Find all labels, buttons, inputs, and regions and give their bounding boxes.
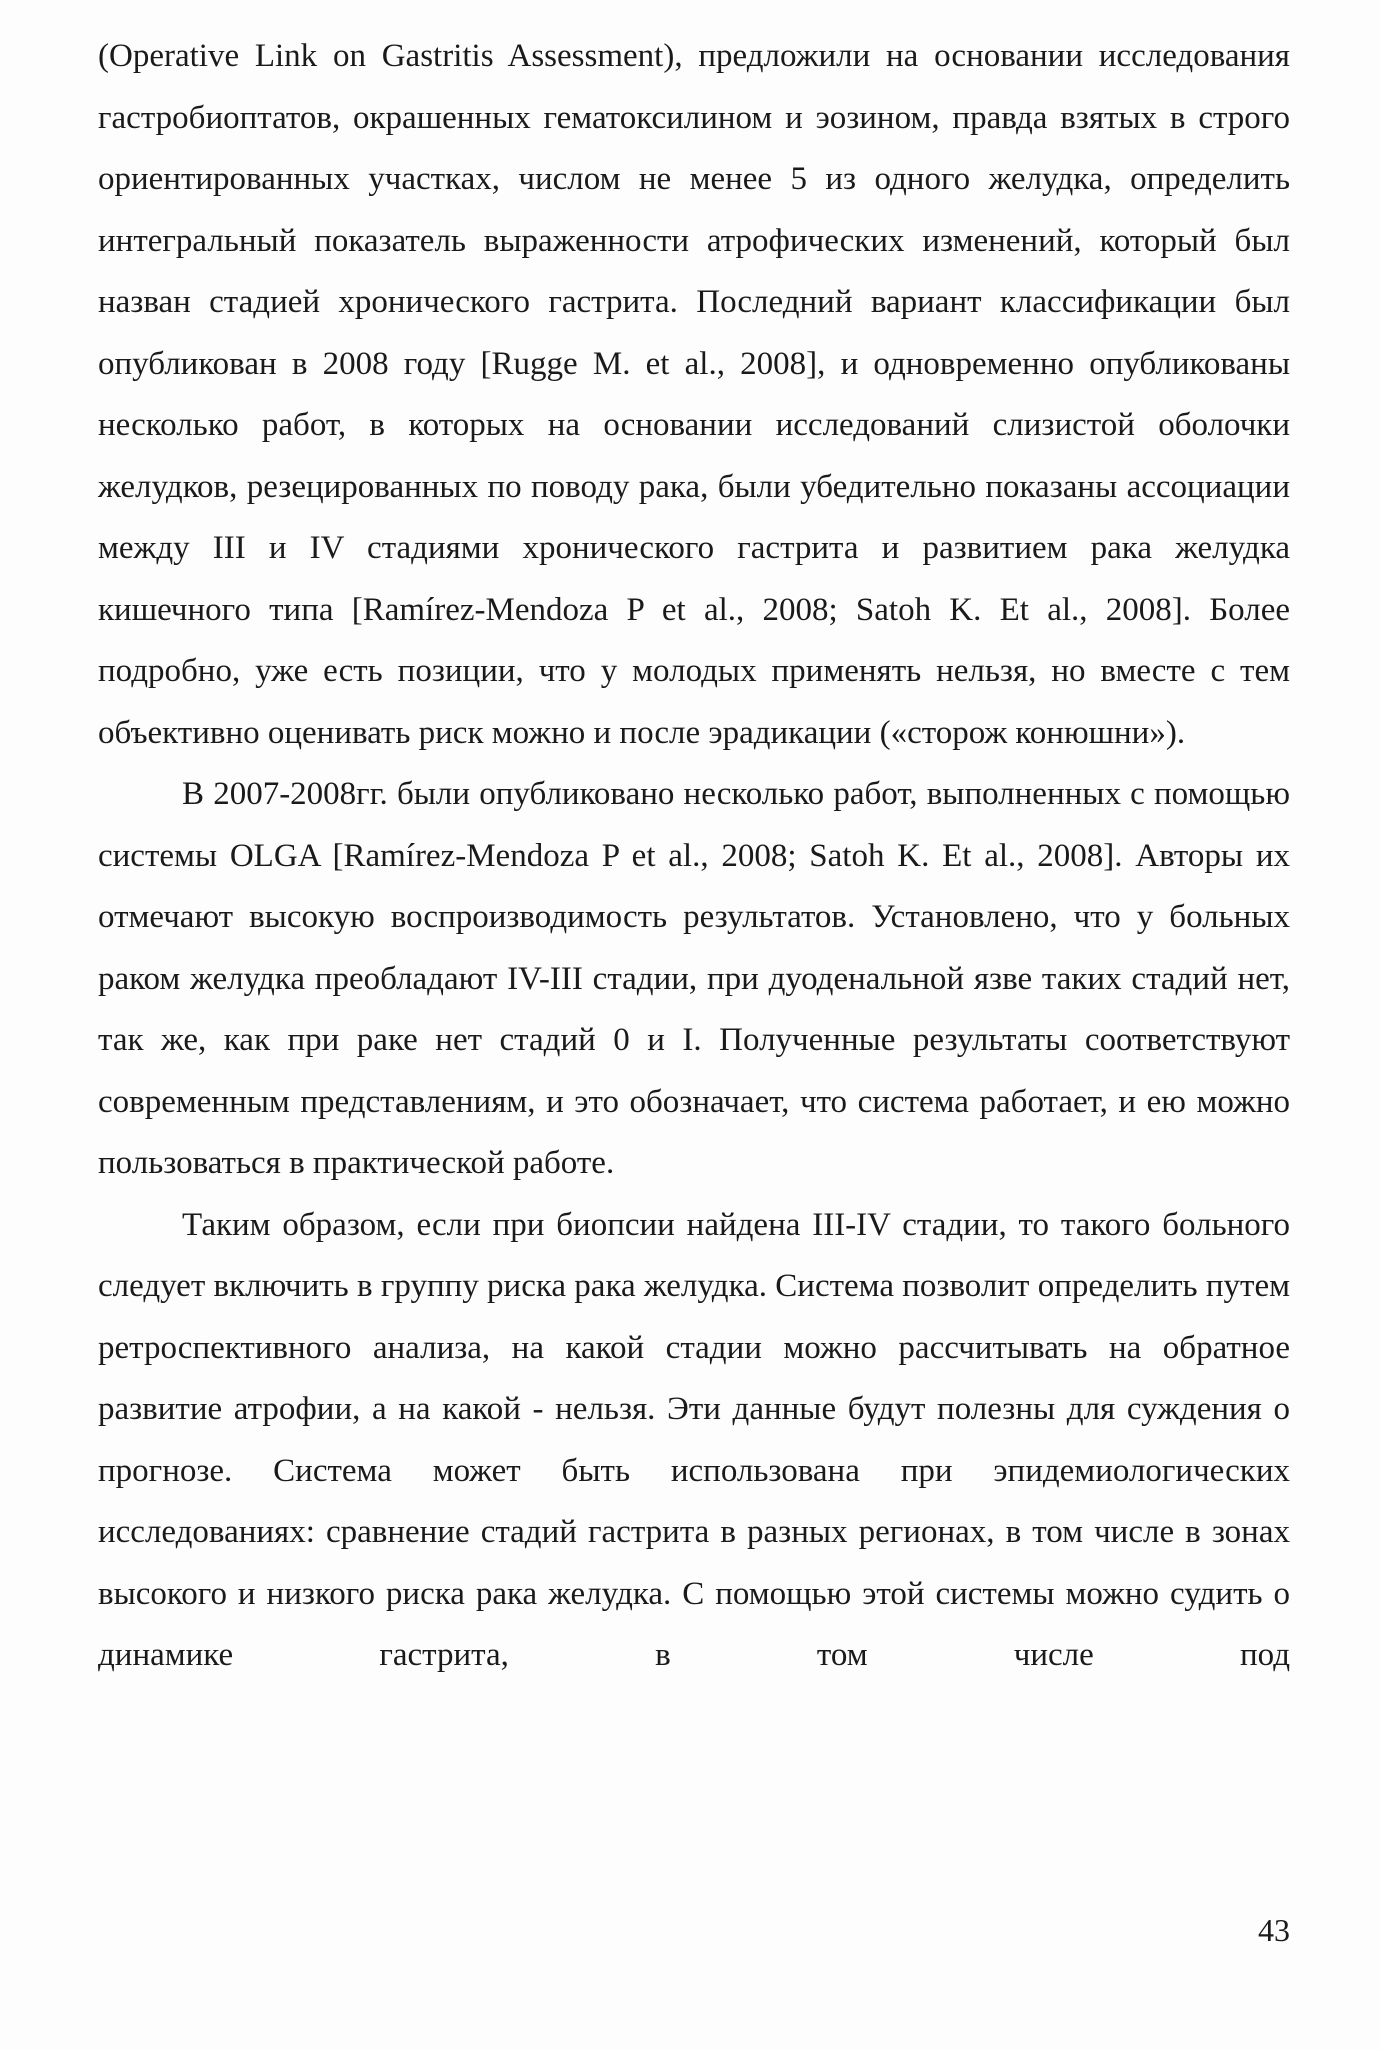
page-number: 43	[1258, 1912, 1290, 1948]
paragraph-olga-description: (Operative Link on Gastritis Assessment), предложили на основании исследования гастробиоптатов, окрашенных гематоксилином и эозином, правда взятых в строго ориентированных участках, числом не менее 5 из одного желудка, определить интегральный показатель выраженности атрофических изменений, который был назван стадией хронического гастрита. Последний вариант классификации был опубликован в 2008 году [Rugge M. et al., 2008], и одновременно опубликованы несколько работ, в которых на основании исследований слизистой оболочки желудков, резецированных по поводу рака, были убедительно показаны ассоциации между III и IV стадиями хронического гастрита и развитием рака желудка кишечного типа [Ramírez-Mendoza P et al., 2008; Satoh K. Et al., 2008]. Более подробно, уже есть позиции, что у молодых применять нельзя, но вместе с тем объективно оценивать риск можно и после эрадикации («сторож конюшни»).	[98, 38, 1290, 751]
paragraph-olga-studies: В 2007-2008гг. были опубликовано несколько работ, выполненных с помощью системы OLGA [Ramírez-Mendoza P et al., 2008; Satoh K. Et al., 2008]. Авторы их отмечают высокую воспроизводимость результатов. Установлено, что у больных раком желудка преобладают IV-III стадии, при дуоденальной язве таких стадий нет, так же, как при раке нет стадий 0 и I. Полученные результаты соответствуют современным представлениям, и это обозначает, что система работает, и ею можно пользоваться в практической работе.	[98, 776, 1290, 1181]
paragraph-olga-conclusion: Таким образом, если при биопсии найдена III-IV стадии, то такого больного следует включить в группу риска рака желудка. Система позволит определить путем ретроспективного анализа, на какой стадии можно рассчитывать на обратное развитие атрофии, а на какой - нельзя. Эти данные будут полезны для суждения о прогнозе. Система может быть использована при эпидемиологических исследованиях: сравнение стадий гастрита в разных регионах, в том числе в зонах высокого и низкого риска рака желудка. С помощью этой системы можно судить о динамике гастрита, в том числе под	[98, 1206, 1290, 1673]
body-text	[98, 26, 1290, 1687]
